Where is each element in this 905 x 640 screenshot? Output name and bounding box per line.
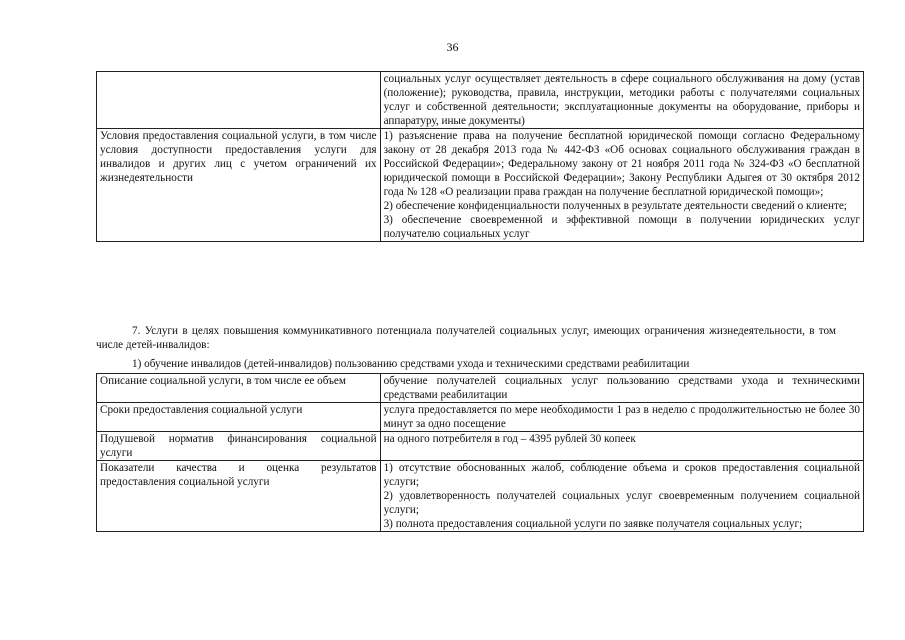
table-cell-value (380, 432, 863, 461)
cell-paragraph: 3) полнота предоставления социальной услуги по заявке получателя социальных услуг; (383, 518, 803, 530)
cell-paragraph: 3) обеспечение своевременной и эффективной помощи в получении юридических услуг получателю социальных услуг (383, 214, 860, 240)
table-row (97, 461, 864, 532)
table-row (97, 374, 864, 403)
table-cell-value (380, 129, 863, 242)
table-cell-label: Условия предоставления социальной услуги, в том числе условия доступности предоставления услуги для инвалидов и других лиц с учетом ограничений их жизнедеятельности (97, 129, 381, 242)
service-subheading: 1) обучение инвалидов (детей-инвалидов) пользованию средствами ухода и техническими средствами реабилитации (132, 358, 690, 370)
cell-paragraph: на одного потребителя в год – 4395 рублей 30 копеек (383, 433, 636, 445)
cell-paragraph: 1) отсутствие обоснованных жалоб, соблюдение объема и сроков предоставления социальной услуги; (383, 462, 860, 488)
table-cell-label: Показатели качества и оценка результатов предоставления социальной услуги (97, 461, 381, 532)
table-cell-label: Описание социальной услуги, в том числе ее объем (97, 374, 381, 403)
table-row (97, 403, 864, 432)
cell-paragraph: 2) удовлетворенность получателей социальных услуг своевременным получением социальной услуги; (383, 490, 860, 516)
table-cell-label (97, 72, 381, 129)
table-cell-label: Сроки предоставления социальной услуги (97, 403, 381, 432)
cell-paragraph: обучение получателей социальных услуг пользованию средствами ухода и техническими средствами реабилитации (383, 375, 860, 401)
table-cell-value (380, 374, 863, 403)
cell-paragraph: 1) разъяснение права на получение бесплатной юридической помощи согласно Федеральному закону от 28 декабря 2013 года № 442-ФЗ «Об основах социального обслуживания граждан в Российской Федерации»; Федеральному закону от 21 ноября 2011 года № 324-ФЗ «О бесплатной юридической помощи в Российской Федерации»; Закону Республики Адыгея от 30 октября 2012 года № 128 «О реализации права граждан на получение бесплатной юридической помощи»; (383, 130, 860, 198)
table-row (97, 129, 864, 242)
services-table-continued (96, 71, 864, 242)
table-cell-value (380, 72, 863, 129)
cell-paragraph: услуга предоставляется по мере необходимости 1 раз в неделю с продолжительностью не более 30 минут за одно посещение (383, 404, 860, 430)
cell-paragraph: социальных услуг осуществляет деятельность в сфере социального обслуживания на дому (устав (положение); руководства, правила, инструкции, методики работы с получателями социальных услуг и собственной деятельности; эксплуатационные документы на оборудование, приборы и аппаратуру, иные документы) (383, 73, 860, 127)
cell-paragraph: 2) обеспечение конфиденциальности полученных в результате деятельности сведений о клиенте; (383, 200, 847, 212)
table-row (97, 72, 864, 129)
service-details-table (96, 373, 864, 532)
page-number: 36 (446, 40, 459, 54)
section-heading: 7. Услуги в целях повышения коммуникативного потенциала получателей социальных услуг, имеющих ограничения жизнедеятельности, в том числе детей-инвалидов: (96, 325, 836, 351)
table-cell-value (380, 461, 863, 532)
table-cell-value (380, 403, 863, 432)
table-row (97, 432, 864, 461)
table-cell-label: Подушевой норматив финансирования социальной услуги (97, 432, 381, 461)
